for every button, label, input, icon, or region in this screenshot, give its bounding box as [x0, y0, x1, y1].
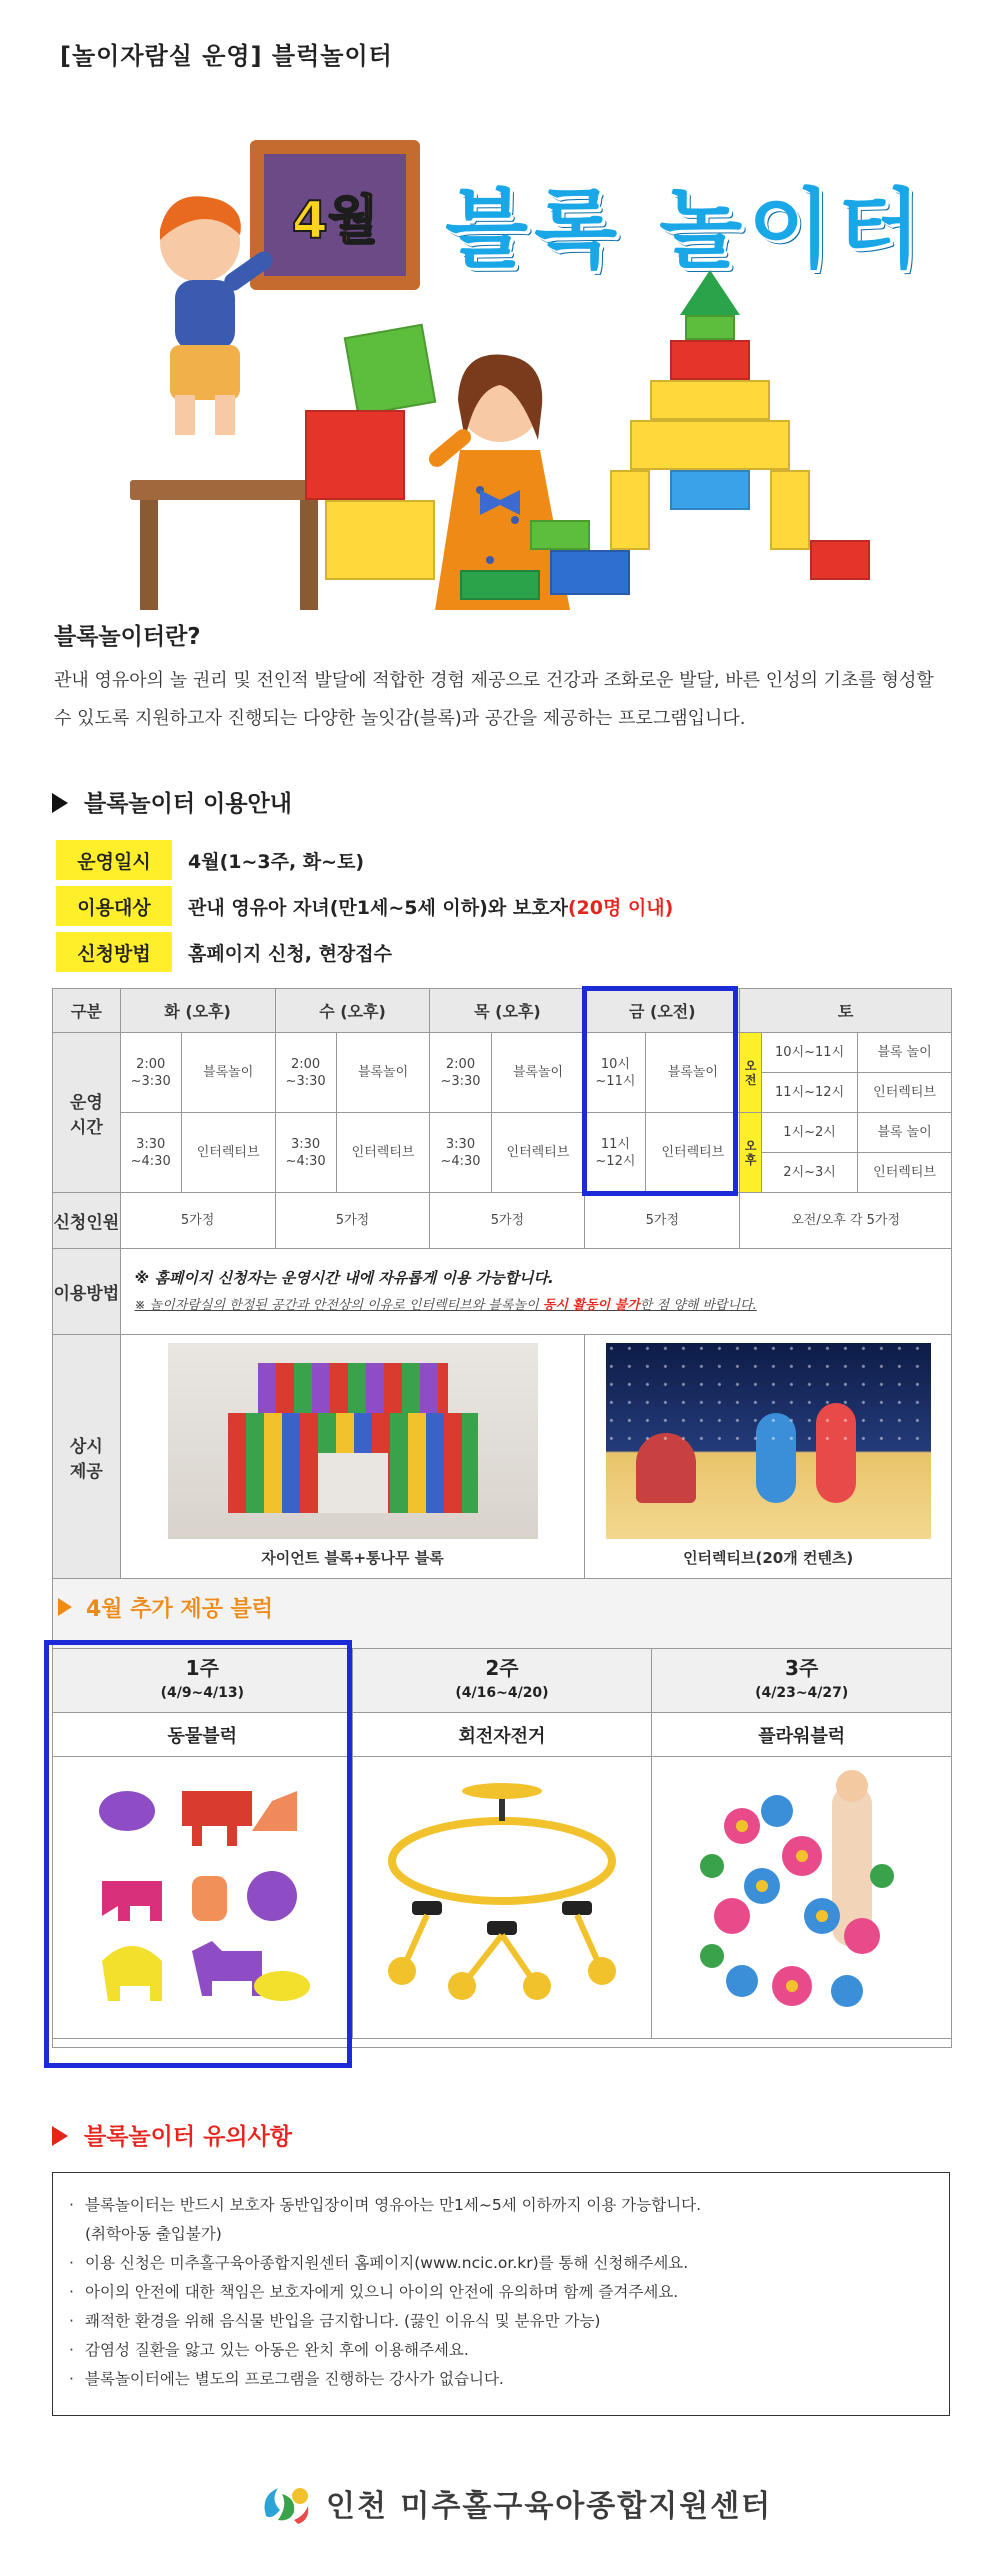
triangle-bullet-icon	[58, 1598, 72, 1616]
floor-block	[530, 520, 590, 550]
header-cell: 수 (오후)	[275, 989, 430, 1033]
info-value: 홈페이지 신청, 현장접수	[188, 942, 392, 965]
hero-title: 블록 놀이터	[445, 180, 927, 280]
table-row	[53, 1033, 952, 1073]
week-dates: (4/23~4/27)	[755, 1685, 849, 1701]
program-cell: 인터렉티브	[336, 1113, 430, 1193]
week-cell	[652, 1649, 952, 1713]
apply-count-cell: 5가정	[430, 1193, 585, 1249]
week-label: 3주	[785, 1656, 819, 1680]
sat-program-cell: 인터렉티브	[858, 1153, 952, 1193]
april-heading	[58, 1592, 273, 1623]
usage-note-1: ※ 홈페이지 신청자는 운영시간 내에 자유롭게 이용 가능합니다.	[134, 1268, 554, 1287]
time-cell: 3:30 ~4:30	[430, 1113, 491, 1193]
row-label: 이용방법	[53, 1249, 121, 1335]
week-dates: (4/9~4/13)	[160, 1685, 245, 1701]
intro-text: 관내 영유아의 놀 권리 및 전인적 발달에 적합한 경험 제공으로 건강과 조화로운 발달, 바른 인성의 기초를 형성할 수 있도록 지원하고자 진행되는 다양한 놀잇감(블록)과 공간을 제공하는 프로그램입니다.	[54, 670, 934, 729]
table-row	[53, 1193, 952, 1249]
info-value: 4월(1~3주, 화~토)	[188, 850, 365, 873]
usage-note-2-a: ※ 놀이자람실의 한정된 공간과 안전상의 이유로 인터렉티브와 블록놀이	[134, 1297, 543, 1313]
time-cell: 3:30 ~4:30	[120, 1113, 181, 1193]
yellow-block	[325, 500, 435, 580]
info-value: 관내 영유아 자녀(만1세~5세 이하)와 보호자	[188, 896, 568, 919]
note-item: (취학아동 출입불가)	[85, 2225, 222, 2243]
sat-time-cell: 10시~11시	[762, 1033, 858, 1073]
usage-note-2-c: 한 점 양해 바랍니다.	[639, 1297, 757, 1313]
bench-leg	[300, 500, 318, 610]
notes-box	[52, 2172, 950, 2416]
always-item-caption: 자이언트 블록+통나무 블록	[261, 1549, 444, 1567]
week-label: 2주	[485, 1656, 519, 1680]
guide-heading	[52, 785, 292, 818]
bench	[130, 480, 330, 500]
footer	[258, 2476, 772, 2530]
week-dates: (4/16~4/20)	[455, 1685, 549, 1701]
time-cell: 2:00 ~3:30	[430, 1033, 491, 1113]
castle-block	[650, 380, 770, 420]
sat-time-cell: 2시~3시	[762, 1153, 858, 1193]
note-item: · 블록놀이터에는 별도의 프로그램을 진행하는 강사가 없습니다.	[69, 2365, 933, 2394]
program-cell: 블록놀이	[336, 1033, 430, 1113]
row-label: 신청인원	[53, 1193, 121, 1249]
sat-program-cell: 인터렉티브	[858, 1073, 952, 1113]
rotating-bike-image	[352, 1757, 652, 2039]
friday-highlight-box	[582, 986, 738, 1196]
page-title: [놀이자람실 운영] 블럭놀이터	[60, 42, 393, 70]
sat-am-label: 오전	[740, 1033, 762, 1113]
sat-program-cell: 블록 놀이	[858, 1113, 952, 1153]
floor-block	[460, 570, 540, 600]
triangle-bullet-icon	[52, 793, 68, 813]
info-row-period	[56, 840, 776, 880]
program-cell: 인터렉티브	[491, 1113, 585, 1193]
castle-block	[770, 470, 810, 550]
week1-highlight-box	[44, 1640, 352, 2068]
apply-count-cell: 오전/오후 각 5가정	[740, 1193, 952, 1249]
usage-note-2	[135, 1292, 951, 1320]
hero-illustration	[110, 120, 940, 630]
row-label: 운영 시간	[53, 1033, 121, 1193]
info-row-apply	[56, 932, 776, 972]
header-cell: 목 (오후)	[430, 989, 585, 1033]
week-cell	[352, 1649, 652, 1713]
row-label: 상시 제공	[53, 1335, 121, 1579]
capacity-note: (20명 이내)	[567, 896, 674, 919]
notes-heading-text: 블록놀이터 유의사항	[84, 2124, 292, 2150]
info-label: 신청방법	[56, 932, 172, 972]
usage-notes	[120, 1249, 951, 1335]
info-row-target	[56, 886, 776, 926]
week-label: 1주	[185, 1656, 219, 1680]
usage-note-2-warning: 동시 활동이 불가	[542, 1297, 640, 1313]
guide-heading-text: 블록놀이터 이용안내	[84, 791, 292, 817]
info-label: 운영일시	[56, 840, 172, 880]
time-cell: 3:30 ~4:30	[275, 1113, 336, 1193]
intro-heading: 블록놀이터란?	[54, 624, 201, 650]
program-cell: 블록놀이	[491, 1033, 585, 1113]
apply-count-cell: 5가정	[585, 1193, 740, 1249]
note-item: · 이용 신청은 미추홀구육아종합지원센터 홈페이지(www.ncic.or.kr)를 통해 신청해주세요.	[69, 2249, 933, 2278]
bench-leg	[140, 500, 158, 610]
triangle-bullet-icon	[52, 2126, 68, 2146]
floor-block	[810, 540, 870, 580]
table-row	[53, 1113, 952, 1153]
notes-heading	[52, 2118, 292, 2151]
time-cell: 10시 ~11시	[585, 1033, 646, 1113]
sat-time-cell: 11시~12시	[762, 1073, 858, 1113]
interactive-photo	[606, 1343, 931, 1539]
castle-block	[670, 340, 750, 380]
castle-block	[630, 420, 790, 470]
month-badge: 4월	[291, 190, 379, 251]
apply-count-cell: 5가정	[275, 1193, 430, 1249]
table-header-row	[53, 989, 952, 1033]
block-name: 회전자전거	[352, 1713, 652, 1757]
sat-time-cell: 1시~2시	[762, 1113, 858, 1153]
time-cell: 2:00 ~3:30	[120, 1033, 181, 1113]
apply-count-cell: 5가정	[120, 1193, 275, 1249]
table-row	[53, 1249, 952, 1335]
always-item-caption: 인터렉티브(20개 컨텐츠)	[683, 1549, 854, 1567]
header-cell: 금 (오전)	[585, 989, 740, 1033]
time-cell: 11시 ~12시	[585, 1113, 646, 1193]
castle-block	[610, 470, 650, 550]
table-row	[53, 1335, 952, 1579]
floor-block	[550, 550, 630, 595]
always-item-cell	[120, 1335, 585, 1579]
time-cell: 2:00 ~3:30	[275, 1033, 336, 1113]
note-item: · 블록놀이터는 반드시 보호자 동반입장이며 영유아는 만1세~5세 이하까지 이용 가능합니다.	[69, 2191, 933, 2220]
castle-block	[685, 315, 735, 340]
schedule-table	[52, 988, 952, 1579]
center-logo-icon	[258, 2476, 312, 2530]
note-item: · 쾌적한 환경을 위해 음식물 반입을 금지합니다. (끓인 이유식 및 분유만 가능)	[69, 2307, 933, 2336]
april-heading-text: 4월 추가 제공 블럭	[86, 1597, 274, 1622]
program-cell: 인터렉티브	[646, 1113, 740, 1193]
sat-pm-label: 오후	[740, 1113, 762, 1193]
info-label: 이용대상	[56, 886, 172, 926]
boy-illustration	[140, 180, 290, 440]
sat-program-cell: 블록 놀이	[858, 1033, 952, 1073]
castle-block	[670, 470, 750, 510]
header-cell: 구분	[53, 989, 121, 1033]
block-name: 동물블럭	[53, 1713, 353, 1757]
block-name: 플라워블럭	[652, 1713, 952, 1757]
program-cell: 블록놀이	[181, 1033, 275, 1113]
program-cell: 인터렉티브	[181, 1113, 275, 1193]
header-cell: 토	[740, 989, 952, 1033]
note-item: · 감염성 질환을 앓고 있는 아동은 완치 후에 이용해주세요.	[69, 2336, 933, 2365]
always-item-cell	[585, 1335, 952, 1579]
castle-roof	[680, 270, 740, 315]
giant-block-photo	[168, 1343, 538, 1539]
note-item: · 아이의 안전에 대한 책임은 보호자에게 있으니 아이의 안전에 유의하며 함께 즐겨주세요.	[69, 2278, 933, 2307]
org-name: 인천 미추홀구육아종합지원센터	[326, 2489, 773, 2524]
program-cell: 블록놀이	[646, 1033, 740, 1113]
header-cell: 화 (오후)	[120, 989, 275, 1033]
flower-block-image	[652, 1757, 952, 2039]
red-block	[305, 410, 405, 500]
